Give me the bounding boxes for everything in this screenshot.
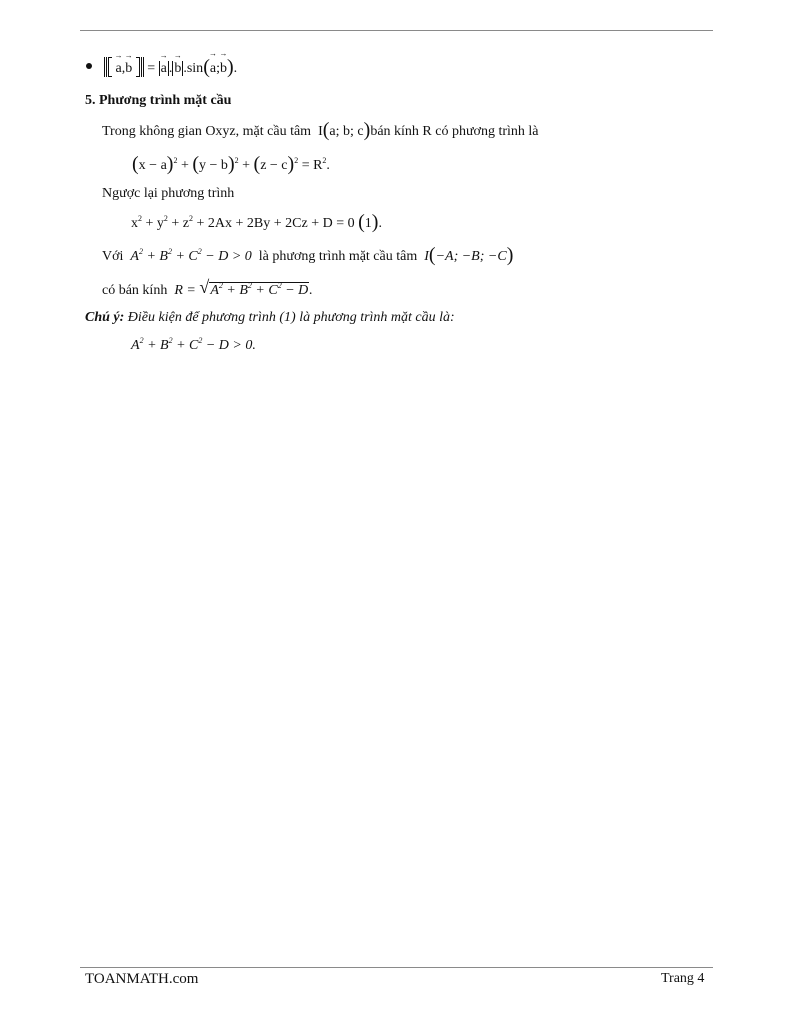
bullet-icon bbox=[86, 63, 92, 69]
section-heading bbox=[85, 91, 231, 111]
header-rule bbox=[80, 30, 713, 31]
footer-page-number: Trang 4 bbox=[661, 971, 705, 986]
footer-rule bbox=[80, 967, 713, 968]
paragraph-radius: có bán kính R = √ $A^2 + B^2 + C^2 - D$. bbox=[102, 277, 313, 298]
section-number: 5. bbox=[85, 93, 96, 108]
note-text: Điều kiện để phương trình (1) là phương trình mặt cầu là: bbox=[127, 310, 455, 325]
note-line bbox=[85, 308, 455, 328]
cross-product-norm-formula: → a,→ b = → a .→ b .sin(→ a;→ b). bbox=[104, 56, 237, 79]
note-label: Chú ý: bbox=[85, 310, 125, 325]
section-title: Phương trình mặt cầu bbox=[99, 93, 232, 108]
paragraph-condition-center: Với $A^2 + B^2 + C^2 - D > 0$ là phương trình mặt cầu tâm I(−A; −B; −C) bbox=[102, 244, 514, 266]
sphere-general-equation: $x^2 + y^2 + z^2 + 2Ax + 2By + 2Cz + D = 0$ (1). bbox=[131, 211, 382, 233]
paragraph-converse: Ngược lại phương trình bbox=[102, 186, 235, 201]
sphere-standard-equation: $(x - a)^2 + (y - b)^2 + (z - c)^2 = R^2$. bbox=[132, 153, 330, 175]
paragraph-sphere-definition: Trong không gian Oxyz, mặt cầu tâm I(a; b; c)bán kính R có phương trình là bbox=[102, 119, 539, 141]
footer-site: TOANMATH.com bbox=[85, 971, 199, 987]
sphere-condition-inequality: $A^2 + B^2 + C^2 - D > 0$. bbox=[131, 336, 256, 353]
